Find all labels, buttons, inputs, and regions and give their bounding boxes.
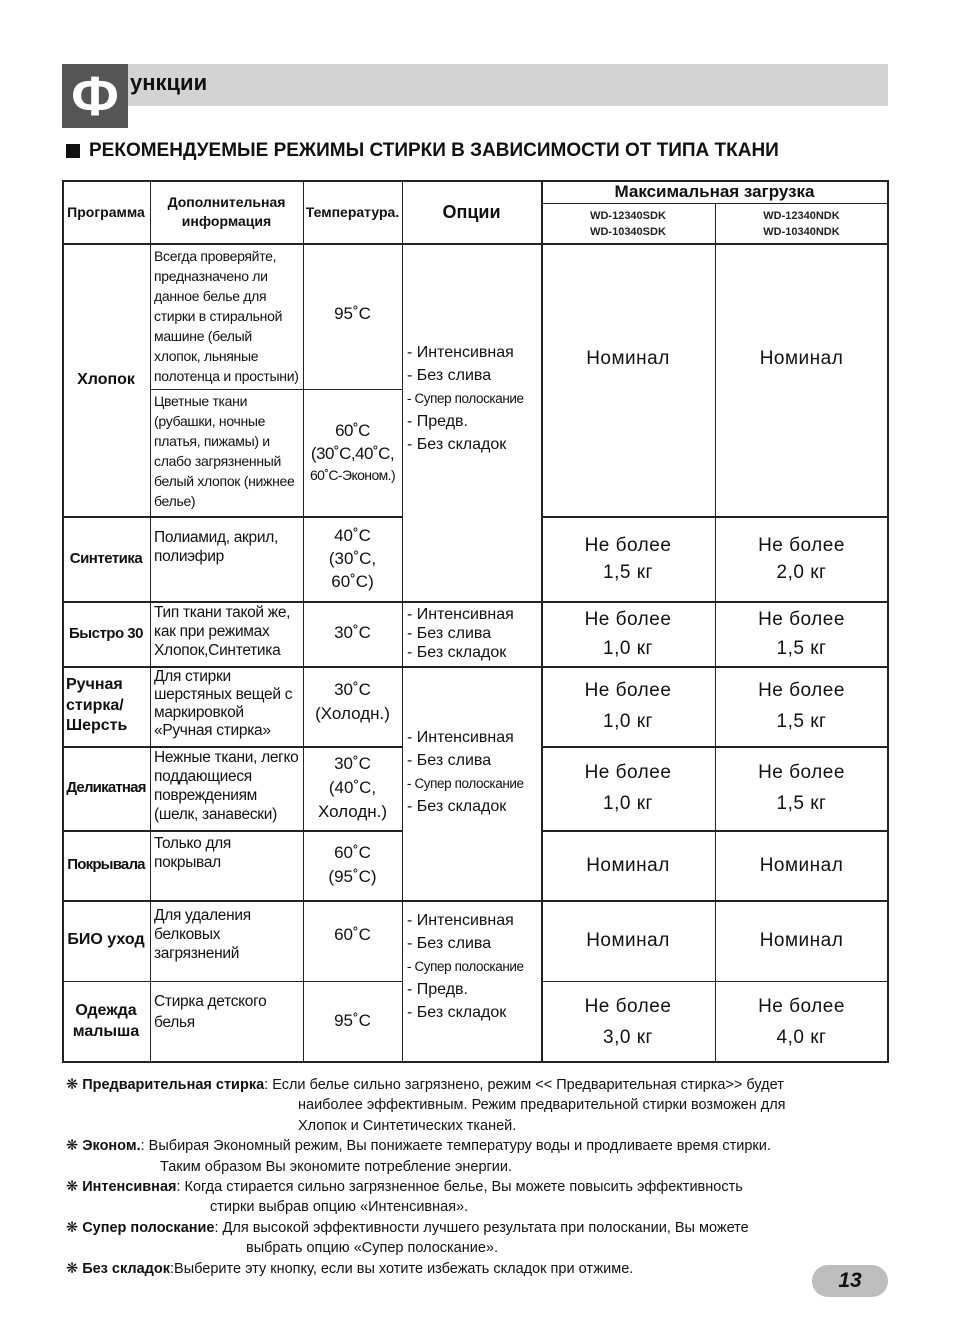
option-item: - Интенсивная (407, 911, 514, 929)
row-divider (62, 830, 403, 832)
note-text: : Если белье сильно загрязнено, режим << Предварительная стирка>> будет (264, 1077, 784, 1093)
note-text: :Выберите эту кнопку, если вы хотите избежать складок при отжиме. (170, 1260, 634, 1277)
temp-baby: 95˚C (334, 1011, 371, 1031)
load-a-baby: Не более 3,0 кг (584, 995, 672, 1048)
program-cotton: Хлопок (77, 370, 135, 388)
option-item: - Супер полоскание (407, 958, 524, 974)
header-divider (62, 243, 888, 245)
option-item: - Интенсивная (407, 606, 514, 623)
section-logo: Ф (62, 64, 128, 128)
note-prewash (66, 1075, 896, 1136)
option-item: - Без складок (407, 436, 507, 453)
program-baby: Одежда малыша (72, 1001, 140, 1040)
option-item: - Без слива (407, 367, 492, 384)
option-item: - Предв. (407, 413, 468, 430)
option-item: - Без слива (407, 625, 492, 642)
temp-hand-wool: 30˚C (Холодн.) (315, 680, 390, 723)
row-divider (62, 601, 888, 603)
info-baby: Стирка детского белья (154, 993, 267, 1031)
col-divider (541, 180, 543, 1062)
header-program: Программа (67, 203, 145, 220)
note-text: Таким образом Вы экономите потребление энергии. (160, 1158, 513, 1175)
option-item: - Без слива (407, 752, 492, 769)
info-hand-wool: Для стирки шерстяных вещей с маркировкой «Ручная стирка» (154, 668, 293, 739)
temp-cotton-color (303, 389, 402, 516)
note-text: : Для высокой эффективности лучшего результата при полоскании, Вы можете (214, 1219, 749, 1236)
info-synthetic: Полиамид, акрил, полиэфир (154, 529, 278, 565)
note-intensive (66, 1177, 896, 1218)
load-a-bio: Номинал (586, 930, 670, 951)
info-quick30: Тип ткани такой же, как при режимах Хлопок,Синтетика (154, 604, 291, 659)
option-item: - Без складок (407, 1003, 507, 1021)
header-options: Опции (442, 201, 501, 222)
row-divider (541, 746, 888, 748)
table-border-bottom (62, 1061, 888, 1063)
table-border-left (62, 180, 64, 1063)
section-heading (66, 140, 779, 162)
col-divider (303, 180, 304, 1062)
note-term: Без складок (82, 1260, 171, 1277)
row-divider (541, 981, 888, 982)
load-b-bio: Номинал (759, 930, 844, 951)
col-divider (715, 204, 716, 1062)
note-term: Супер полоскание (82, 1219, 215, 1236)
row-divider (62, 981, 403, 982)
note-text: наиболее эффективным. Режим предварительной стирки возможен для (298, 1097, 786, 1114)
note-term: Предварительная стирка (82, 1077, 265, 1093)
program-duvet: Покрывала (67, 856, 145, 874)
load-b-baby: Не более 4,0 кг (758, 995, 845, 1048)
load-b-synthetic: Не более 2,0 кг (758, 534, 845, 583)
temp-synthetic: 40˚C (30˚C, 60˚C) (328, 526, 377, 591)
note-text: выбрать опцию «Супер полоскание». (246, 1240, 499, 1257)
option-item: - Интенсивная (407, 729, 514, 746)
load-a-hand-wool: Не более 1,0 кг (584, 680, 672, 732)
option-item: - Без складок (407, 644, 507, 661)
col-divider (150, 180, 151, 1062)
header-model-a: WD-12340SDK WD-10340SDK (590, 209, 666, 238)
header-max-load: Максимальная загрузка (614, 181, 815, 201)
temp-duvet: 60˚C (95˚C) (328, 843, 377, 886)
info-duvet: Только для покрывал (154, 835, 232, 871)
load-a-delicate: Не более 1,0 кг (584, 762, 672, 814)
section-heading-text: РЕКОМЕНДУЕМЫЕ РЕЖИМЫ СТИРКИ В ЗАВИСИМОСТИ ОТ ТИПА ТКАНИ (89, 140, 779, 161)
page-title: ункции (130, 70, 208, 95)
note-eco (66, 1136, 896, 1177)
row-divider (62, 516, 403, 518)
option-item: - Предв. (407, 980, 468, 998)
info-cotton-white: Всегда проверяйте, предназначено ли данное белье для стирки в стиральной машине (белый хлопок, льняные полотенца и простыни) (154, 248, 299, 384)
note-bullet-icon: ❋ (66, 1219, 79, 1236)
col-divider (402, 180, 403, 1062)
program-synthetic: Синтетика (69, 549, 143, 567)
options-group-cotton-synthetic (402, 244, 541, 601)
note-no-crease (66, 1259, 896, 1279)
note-text: : Когда стирается сильно загрязненное белье, Вы можете повысить эффективность (176, 1179, 743, 1196)
option-item: - Супер полоскание (407, 391, 524, 406)
page-number: 13 (812, 1265, 888, 1297)
load-b-duvet: Номинал (759, 854, 844, 876)
option-item: - Без складок (407, 798, 507, 815)
note-text: Хлопок и Синтетических тканей. (298, 1117, 517, 1134)
program-delicate: Деликатная (66, 779, 146, 797)
note-term: Интенсивная (82, 1179, 177, 1196)
temp-quick30: 30˚C (334, 623, 371, 643)
info-delicate: Нежные ткани, легко поддающиеся повреждениям (шелк, занавески) (154, 749, 299, 823)
temp-cotton-color-main: 60˚C (30˚C,40˚C, (310, 421, 395, 464)
program-bio: БИО уход (67, 931, 145, 949)
program-hand-wool: Ручная стирка/ Шерсть (66, 675, 128, 735)
footnotes (66, 1075, 896, 1279)
row-divider (62, 666, 888, 668)
table-border-top (62, 180, 888, 182)
row-divider (541, 516, 888, 518)
temp-delicate: 30˚C (40˚C, Холодн.) (317, 754, 388, 821)
note-bullet-icon: ❋ (66, 1077, 79, 1093)
option-item: - Без слива (407, 934, 492, 952)
temp-cotton-color-eco: 60˚C-Эконом.) (309, 466, 396, 483)
load-a-duvet: Номинал (586, 854, 670, 876)
header-info: Дополнительная информация (167, 194, 286, 229)
row-divider (62, 746, 403, 748)
square-bullet-icon (66, 144, 80, 158)
note-bullet-icon: ❋ (66, 1260, 79, 1277)
note-term: Эконом. (82, 1138, 141, 1155)
options-group-bio-baby (402, 900, 541, 1062)
header-temp: Температура. (305, 203, 400, 220)
row-divider (541, 830, 888, 832)
option-item: - Интенсивная (407, 344, 514, 361)
load-a-synthetic: Не более 1,5 кг (584, 534, 672, 583)
load-b-hand-wool: Не более 1,5 кг (758, 680, 845, 732)
table-border-right (887, 180, 889, 1063)
option-item: - Супер полоскание (407, 776, 524, 791)
header-model-b: WD-12340NDK WD-10340NDK (763, 209, 840, 238)
note-bullet-icon: ❋ (66, 1179, 79, 1196)
load-a-cotton: Номинал (586, 348, 670, 369)
note-bullet-icon: ❋ (66, 1138, 79, 1155)
note-super-rinse (66, 1218, 896, 1259)
temp-bio: 60˚C (334, 925, 371, 944)
options-group-wool-delicate-duvet (402, 666, 541, 900)
options-group-quick30 (402, 601, 541, 666)
row-divider (150, 389, 403, 390)
row-divider (62, 900, 888, 902)
info-cotton-color: Цветные ткани (рубашки, ночные платья, пижамы) и слабо загрязненный белый хлопок (нижнее белье) (154, 393, 295, 509)
note-text: стирки выбрав опцию «Интенсивная». (210, 1199, 469, 1216)
load-b-delicate: Не более 1,5 кг (758, 762, 845, 814)
temp-cotton-white: 95˚C (334, 303, 371, 323)
note-text: : Выбирая Экономный режим, Вы понижаете температуру воды и продливаете время стирки. (140, 1138, 771, 1155)
load-b-cotton: Номинал (759, 348, 844, 369)
info-bio: Для удаления белковых загрязнений (154, 907, 251, 962)
program-quick30: Быстро 30 (69, 624, 143, 642)
load-b-quick30: Не более 1,5 кг (758, 608, 845, 659)
load-a-quick30: Не более 1,0 кг (584, 608, 672, 659)
